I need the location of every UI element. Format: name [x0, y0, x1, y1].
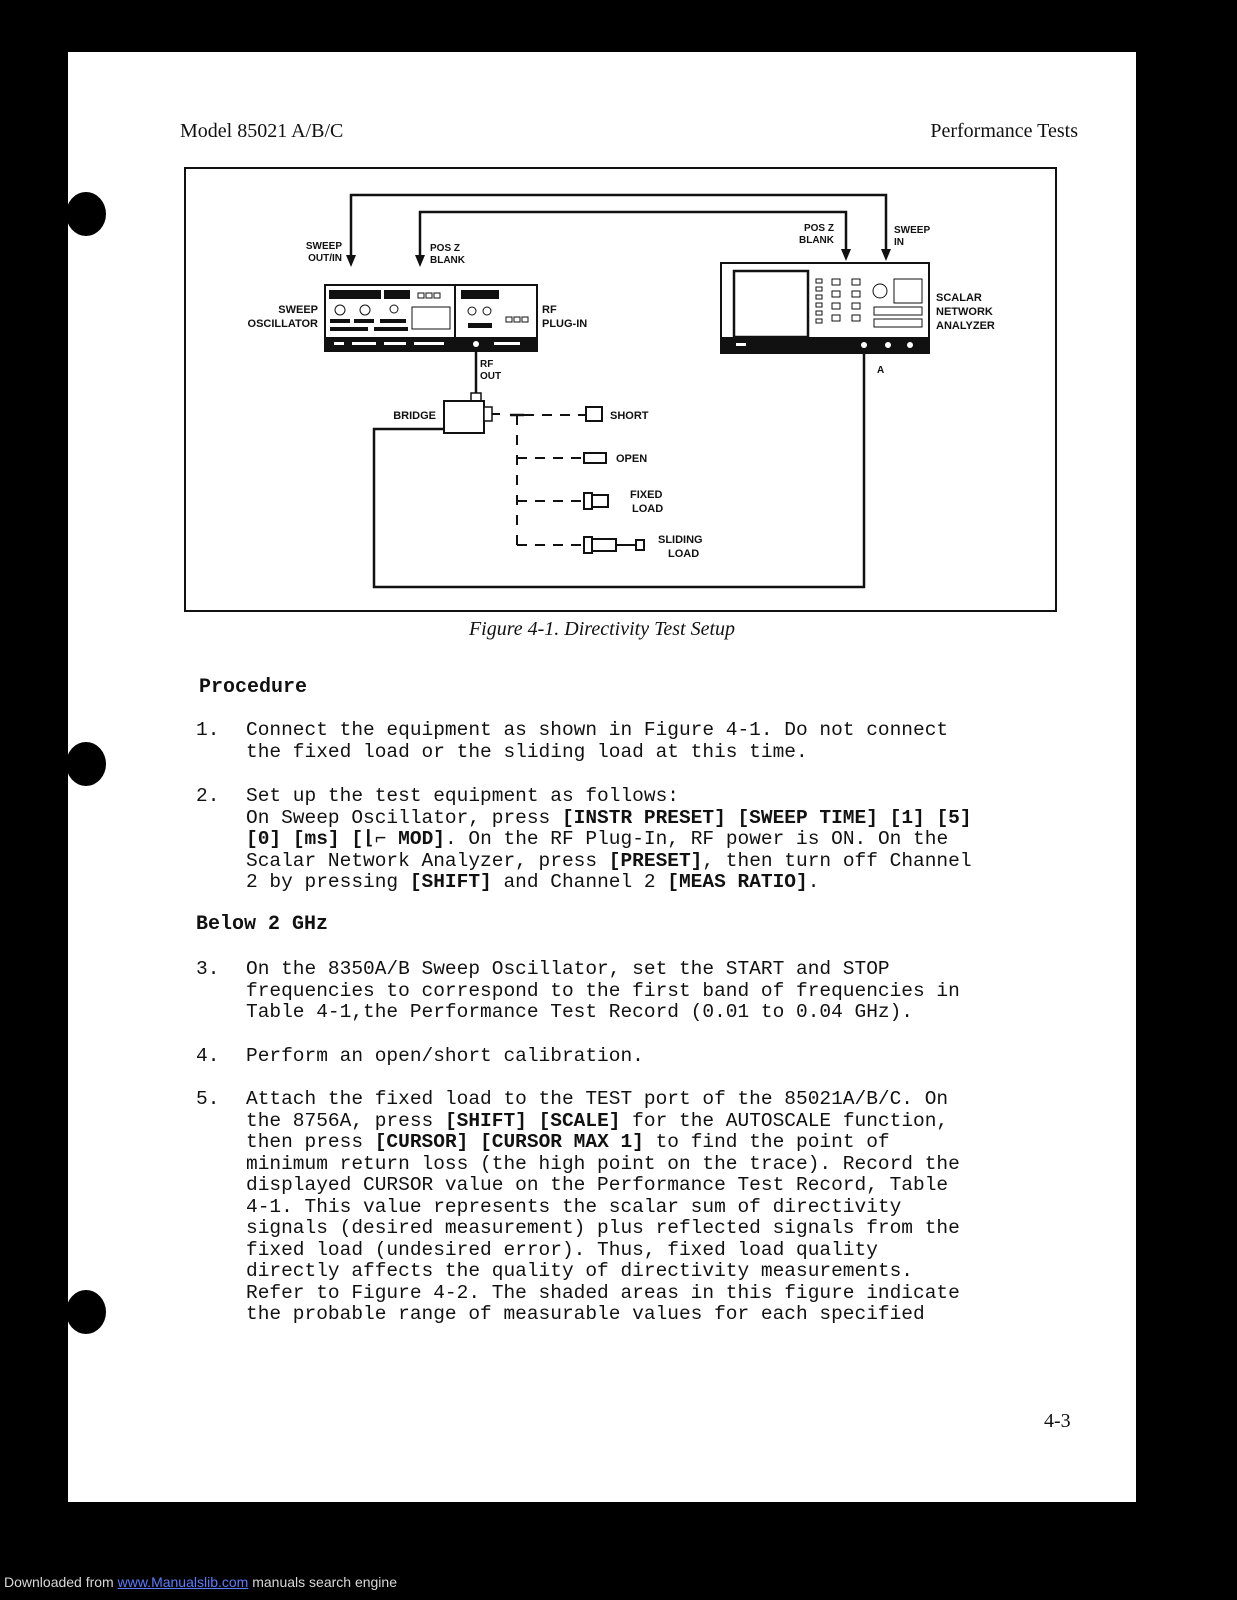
- step-text-line: fixed load (undesired error). Thus, fixed load quality: [246, 1238, 878, 1261]
- sliding-load-standard: [584, 537, 644, 553]
- key-preset: [PRESET]: [608, 849, 703, 872]
- manualslib-link[interactable]: www.Manualslib.com: [117, 1574, 249, 1590]
- rf-out-label: RF: [480, 359, 494, 370]
- sweep-oscillator-instrument: [325, 285, 455, 351]
- fixed-load-label: FIXED: [630, 489, 663, 501]
- step-text-line: Attach the fixed load to the TEST port of the 85021A/B/C. On: [246, 1088, 949, 1110]
- page-number: 4-3: [1044, 1410, 1071, 1432]
- open-label: OPEN: [616, 453, 648, 465]
- sweep-out-in-label: SWEEP: [305, 241, 342, 252]
- pos-z-blank-label: POS Z: [430, 243, 461, 254]
- procedure-heading: Procedure: [199, 676, 308, 699]
- rf-plugin-label: PLUG-IN: [542, 318, 588, 330]
- step-text-line: then press [CURSOR] [CURSOR MAX 1] to find the point of: [246, 1131, 890, 1153]
- rf-out-label: OUT: [480, 371, 502, 382]
- port-a-label: A: [877, 365, 885, 376]
- step-text-line: the fixed load or the sliding load at this time.: [246, 740, 808, 763]
- download-footer: Downloaded from www.Manualslib.com manuals search engine: [4, 1574, 397, 1590]
- step-text-line: Refer to Figure 4-2. The shaded areas in this figure indicate: [246, 1281, 960, 1304]
- scalar-network-analyzer-label: NETWORK: [936, 306, 993, 318]
- scalar-network-analyzer-label: SCALAR: [936, 292, 982, 304]
- step-text-line: minimum return loss (the high point on the trace). Record the: [246, 1152, 960, 1175]
- procedure-step: [196, 786, 1056, 894]
- step-number: 3.: [196, 958, 220, 980]
- procedure-step: [196, 720, 1056, 763]
- procedure-step: [196, 1089, 1056, 1326]
- key-5: [5]: [936, 806, 972, 829]
- sweep-out-in-label: OUT/IN: [308, 253, 342, 264]
- fixed-load-standard: [584, 493, 608, 509]
- bridge-device: [444, 401, 500, 433]
- step-text-line: On the 8350A/B Sweep Oscillator, set the START and STOP: [246, 958, 890, 980]
- step-text-line: the probable range of measurable values for each specified: [246, 1303, 925, 1325]
- header-model: Model 85021 A/B/C: [180, 120, 344, 142]
- binder-hole: [66, 1290, 106, 1334]
- binder-hole: [66, 192, 106, 236]
- scalar-network-analyzer-label: ANALYZER: [936, 320, 995, 332]
- step-text-line: the 8756A, press [SHIFT] [SCALE] for the AUTOSCALE function,: [246, 1109, 949, 1132]
- pos-z-blank-label: BLANK: [430, 255, 465, 266]
- figure-caption: Figure 4-1. Directivity Test Setup: [468, 618, 736, 640]
- step-number: 5.: [196, 1088, 220, 1110]
- sweep-in-label: IN: [894, 237, 904, 248]
- below-2ghz-heading: Below 2 GHz: [196, 913, 329, 936]
- step-text-line: Connect the equipment as shown in Figure 4-1. Do not connect: [246, 719, 949, 741]
- sliding-load-label: SLIDING: [658, 534, 703, 546]
- pos-z-blank-label: POS Z: [803, 223, 834, 234]
- step-number: 4.: [196, 1045, 220, 1067]
- procedure-step: [196, 1046, 1056, 1068]
- binder-hole: [66, 742, 106, 786]
- step-text-line: Set up the test equipment as follows:: [246, 785, 679, 807]
- key-cursor: [CURSOR]: [374, 1131, 469, 1153]
- sweep-oscillator-label: SWEEP: [278, 304, 318, 316]
- step-text-line: Perform an open/short calibration.: [246, 1045, 644, 1067]
- key-cursor-max: [CURSOR MAX 1]: [480, 1131, 644, 1153]
- key-1: [1]: [889, 806, 925, 829]
- short-standard: [586, 407, 602, 421]
- step-text-line: [0] [ms] [⌊⌐ MOD]. On the RF Plug-In, RF power is ON. On the: [246, 828, 949, 850]
- sliding-load-label: LOAD: [668, 548, 700, 560]
- step-text-line: signals (desired measurement) plus reflected signals from the: [246, 1217, 960, 1239]
- pos-z-blank-label: BLANK: [799, 235, 834, 246]
- key-sweep-time: [SWEEP TIME]: [737, 806, 878, 829]
- open-standard: [584, 453, 606, 463]
- fixed-load-label: LOAD: [632, 503, 664, 515]
- step-text-line: frequencies to correspond to the first band of frequencies in: [246, 979, 960, 1002]
- rf-plugin-label: RF: [542, 304, 557, 316]
- step-text-line: Scalar Network Analyzer, press [PRESET], then turn off Channel: [246, 849, 972, 872]
- key-instr-preset: [INSTR PRESET]: [561, 806, 726, 829]
- rf-plugin-instrument: [455, 285, 537, 351]
- short-label: SHORT: [610, 410, 649, 422]
- key-0: [0]: [246, 828, 282, 850]
- scalar-network-analyzer-instrument: [721, 263, 929, 353]
- step-text-line: directly affects the quality of directivity measurements.: [246, 1260, 914, 1282]
- key-scale: [SCALE]: [538, 1109, 621, 1132]
- directivity-test-setup-figure: [184, 167, 1059, 614]
- document-page: [68, 52, 1136, 1502]
- key-meas-ratio: [MEAS RATIO]: [667, 871, 808, 893]
- step-text-line: On Sweep Oscillator, press [INSTR PRESET] [SWEEP TIME] [1] [5]: [246, 806, 972, 829]
- header-section: Performance Tests: [930, 120, 1078, 142]
- step-text-line: 4-1. This value represents the scalar sum of directivity: [246, 1195, 902, 1218]
- procedure-step: [196, 959, 1056, 1024]
- step-text-line: 2 by pressing [SHIFT] and Channel 2 [MEAS RATIO].: [246, 871, 820, 893]
- key-shift: [SHIFT]: [444, 1109, 527, 1132]
- key-ms: [ms]: [292, 828, 340, 850]
- key-mod: [⌊⌐ MOD]: [351, 828, 445, 850]
- step-number: 2.: [196, 785, 220, 807]
- step-text-line: displayed CURSOR value on the Performance Test Record, Table: [246, 1174, 949, 1196]
- step-number: 1.: [196, 719, 220, 741]
- key-shift: [SHIFT]: [409, 871, 492, 893]
- sweep-oscillator-label: OSCILLATOR: [247, 318, 318, 330]
- bridge-label: BRIDGE: [393, 410, 436, 422]
- sweep-in-label: SWEEP: [894, 225, 931, 236]
- step-text-line: Table 4-1,the Performance Test Record (0.01 to 0.04 GHz).: [246, 1001, 914, 1023]
